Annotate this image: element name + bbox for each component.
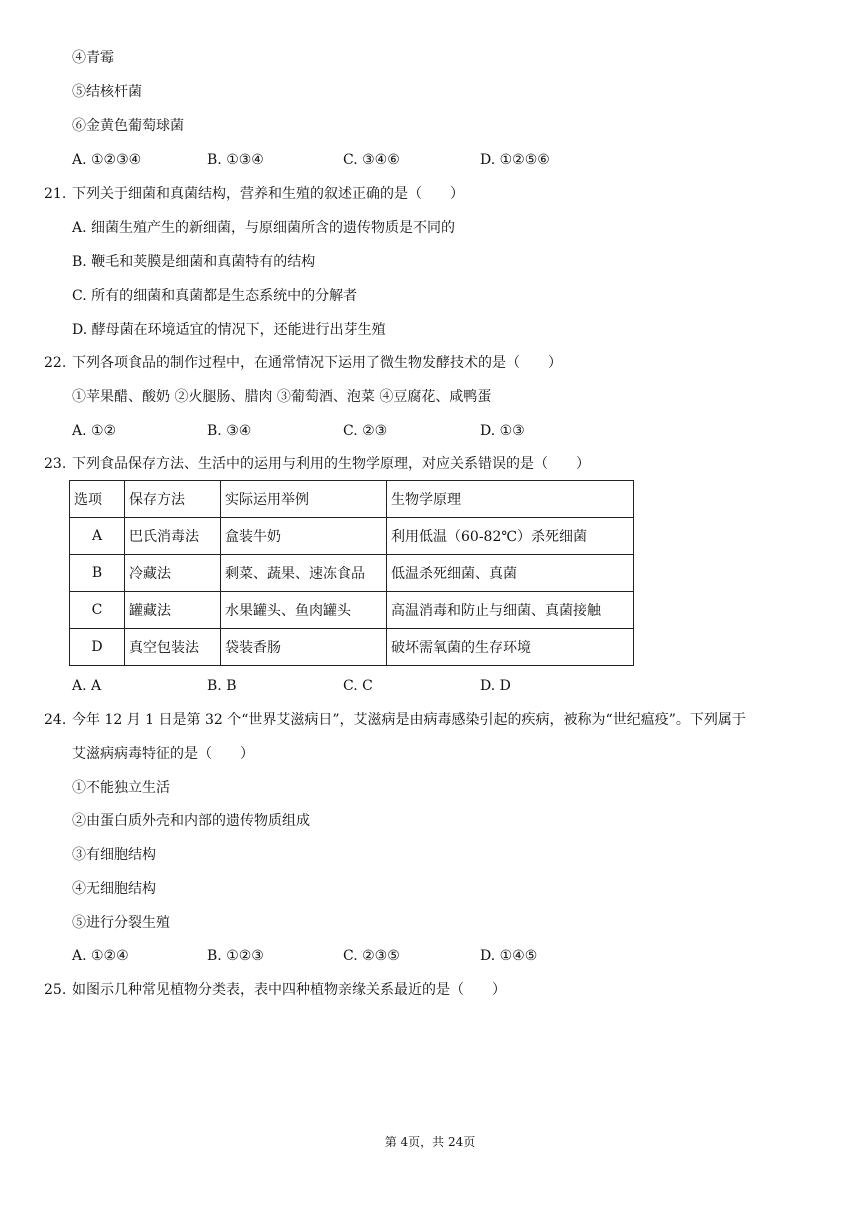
question-number: 24.	[44, 712, 67, 728]
table-cell: B	[70, 555, 125, 592]
option-b: B. 鞭毛和荚膜是细菌和真菌特有的结构	[72, 254, 316, 270]
table-header-cell: 选项	[70, 481, 125, 518]
table-cell: 破坏需氧菌的生存环境	[387, 629, 634, 666]
list-item: ⑤结核杆菌	[72, 84, 142, 100]
question-stem: 如图示几种常见植物分类表，表中四种植物亲缘关系最近的是（ ）	[72, 982, 506, 998]
question-stem: 下列食品保存方法、生活中的运用与利用的生物学原理，对应关系错误的是（ ）	[72, 456, 590, 472]
question-stem-continued: 艾滋病病毒特征的是（ ）	[72, 746, 254, 762]
option-c: C. ③④⑥	[343, 152, 400, 168]
table-cell: 高温消毒和防止与细菌、真菌接触	[387, 592, 634, 629]
table-row	[70, 629, 634, 666]
list-item: ④无细胞结构	[72, 881, 156, 897]
option-d: D. ①②⑤⑥	[480, 152, 550, 168]
option-a: A. ①②	[72, 423, 117, 439]
option-b: B. B	[207, 678, 237, 694]
question-number: 22.	[44, 355, 67, 371]
table-row	[70, 518, 634, 555]
question-stem: 下列各项食品的制作过程中，在通常情况下运用了微生物发酵技术的是（ ）	[72, 355, 562, 371]
table-cell: 冷藏法	[125, 555, 221, 592]
list-item: ⑤进行分裂生殖	[72, 915, 170, 931]
question-stem: 今年 12 月 1 日是第 32 个“世界艾滋病日”，艾滋病是由病毒感染引起的疾病，被称为“世纪瘟疫”。下列属于	[72, 712, 746, 728]
list-item: ③有细胞结构	[72, 847, 156, 863]
table-cell: 剩菜、蔬果、速冻食品	[221, 555, 387, 592]
table-cell: C	[70, 592, 125, 629]
table-cell: 利用低温（60-82℃）杀死细菌	[387, 518, 634, 555]
table-cell: 水果罐头、鱼肉罐头	[221, 592, 387, 629]
table-cell: 袋装香肠	[221, 629, 387, 666]
option-b: B. ③④	[207, 423, 252, 439]
table-cell: 真空包装法	[125, 629, 221, 666]
food-preservation-table	[69, 480, 634, 666]
table-header-row	[70, 481, 634, 518]
page-footer: 第 4页，共 24页	[384, 1135, 476, 1149]
option-c: C. 所有的细菌和真菌都是生态系统中的分解者	[72, 288, 358, 304]
items-line: ①苹果醋、酸奶 ②火腿肠、腊肉 ③葡萄酒、泡菜 ④豆腐花、咸鸭蛋	[72, 389, 492, 405]
list-item: ④青霉	[72, 50, 114, 66]
option-b: B. ①③④	[207, 152, 264, 168]
table-cell: D	[70, 629, 125, 666]
option-c: C. C	[343, 678, 373, 694]
table-cell: 罐藏法	[125, 592, 221, 629]
option-c: C. ②③	[343, 423, 388, 439]
table-cell: 盒装牛奶	[221, 518, 387, 555]
table-row	[70, 592, 634, 629]
question-number: 25.	[44, 982, 67, 998]
option-d: D. ①③	[480, 423, 525, 439]
list-item: ①不能独立生活	[72, 780, 170, 796]
table-header-cell: 生物学原理	[387, 481, 634, 518]
option-d: D. 酵母菌在环境适宜的情况下，还能进行出芽生殖	[72, 322, 386, 338]
option-a: A. A	[72, 678, 102, 694]
list-item: ②由蛋白质外壳和内部的遗传物质组成	[72, 813, 310, 829]
option-a: A. ①②③④	[72, 152, 142, 168]
option-d: D. D	[480, 678, 511, 694]
table-cell: 巴氏消毒法	[125, 518, 221, 555]
question-number: 23.	[44, 456, 67, 472]
question-number: 21.	[44, 186, 67, 202]
list-item: ⑥金黄色葡萄球菌	[72, 118, 184, 134]
table-row	[70, 555, 634, 592]
option-c: C. ②③⑤	[343, 948, 400, 964]
table-cell: 低温杀死细菌、真菌	[387, 555, 634, 592]
table-header-cell: 保存方法	[125, 481, 221, 518]
option-a: A. ①②④	[72, 948, 129, 964]
option-d: D. ①④⑤	[480, 948, 538, 964]
question-stem: 下列关于细菌和真菌结构，营养和生殖的叙述正确的是（ ）	[72, 186, 464, 202]
table-cell: A	[70, 518, 125, 555]
table-header-cell: 实际运用举例	[221, 481, 387, 518]
option-a: A. 细菌生殖产生的新细菌，与原细菌所含的遗传物质是不同的	[72, 220, 456, 236]
option-b: B. ①②③	[207, 948, 264, 964]
